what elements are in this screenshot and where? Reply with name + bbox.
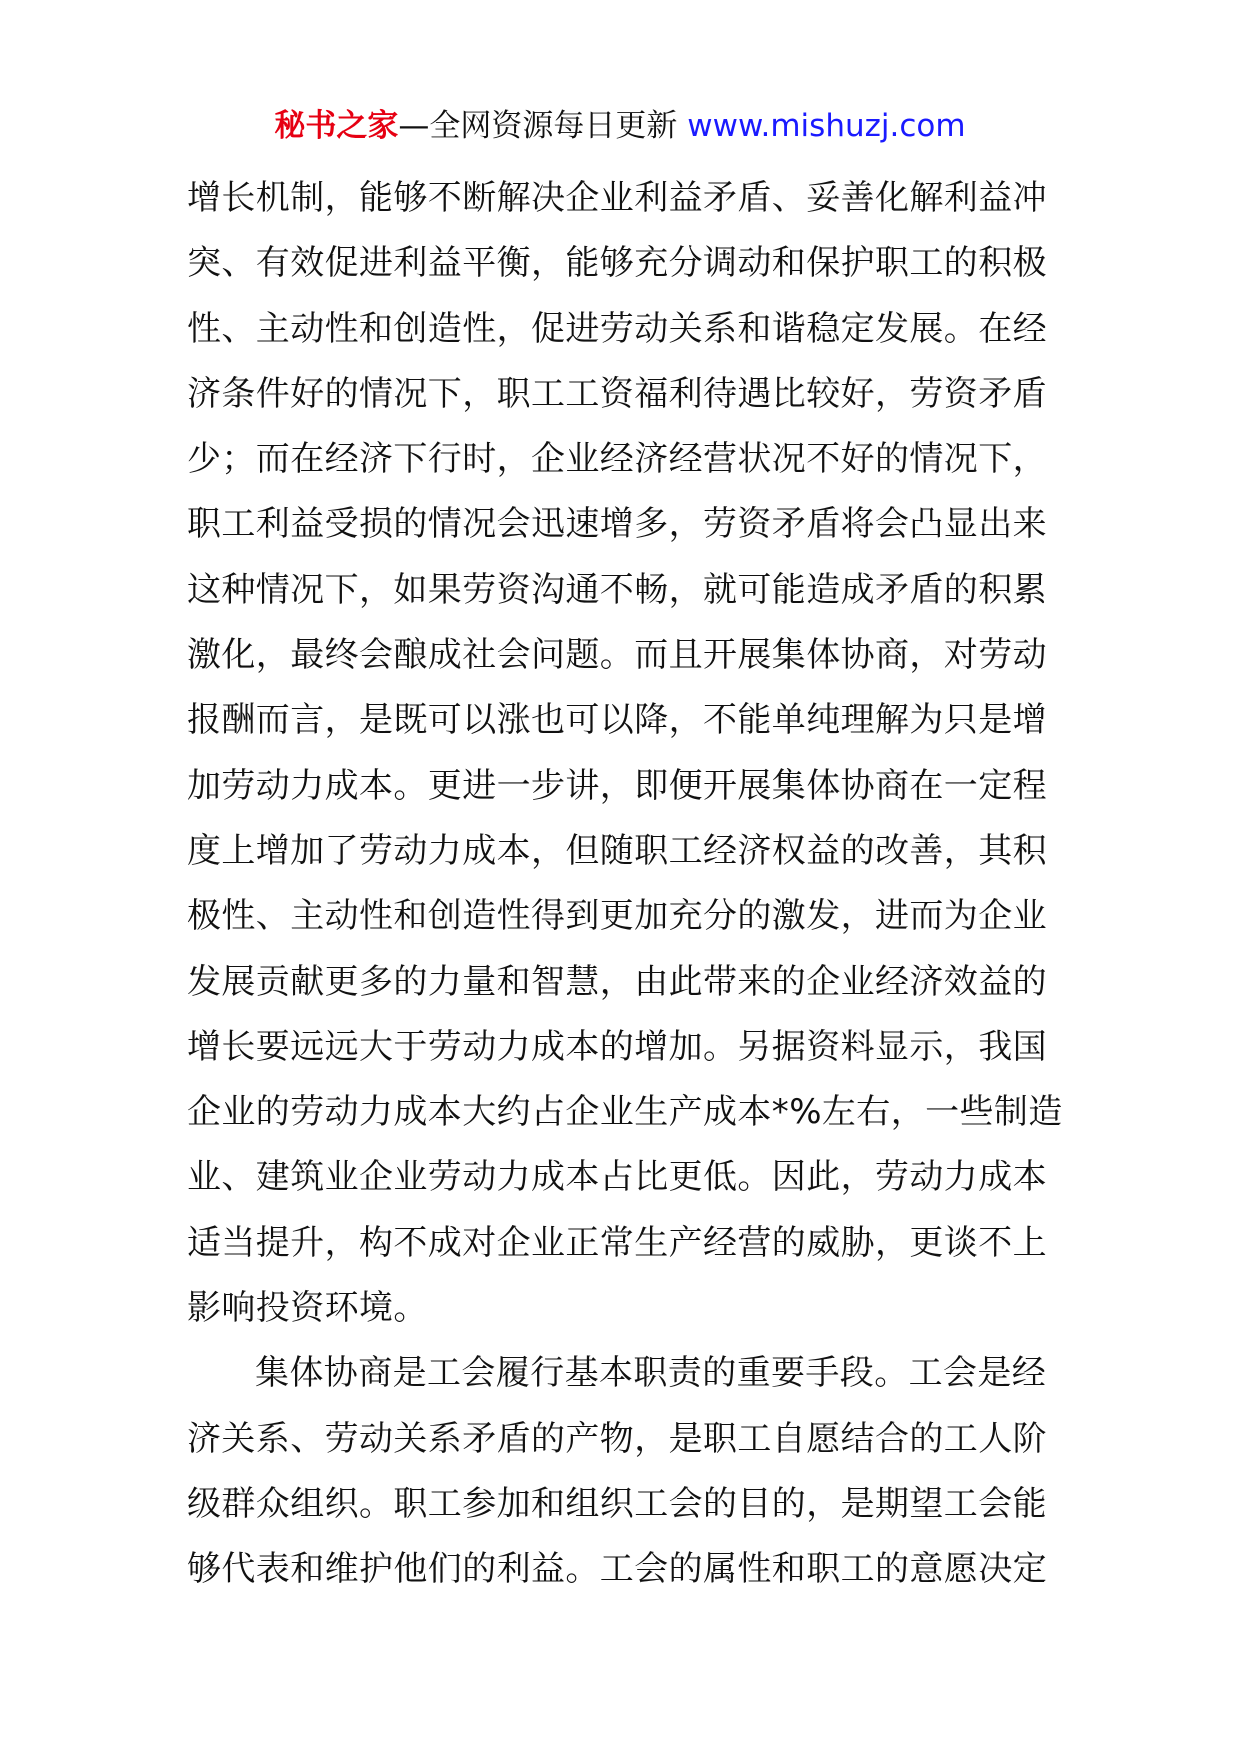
header-url-link[interactable]: www.mishuzj.com [687,108,966,144]
text-line: 极性、主动性和创造性得到更加充分的激发，进而为企业 [187,896,1047,937]
text-line: 职工利益受损的情况会迅速增多，劳资矛盾将会凸显出来 [187,504,1047,545]
text-line: 企业的劳动力成本大约占企业生产成本*%左右，一些制造 [187,1092,1063,1133]
paragraph-2 [187,1341,1053,1602]
text-line: 增长要远远大于劳动力成本的增加。另据资料显示，我国 [187,1026,1047,1067]
header-slogan: —全网资源每日更新 [398,108,688,144]
text-line: 突、有效促进利益平衡，能够充分调动和保护职工的积极 [187,243,1047,284]
text-line: 济条件好的情况下，职工工资福利待遇比较好，劳资矛盾 [187,373,1047,414]
text-line: 少；而在经济下行时，企业经济经营状况不好的情况下， [187,439,1047,480]
text-line: 这种情况下，如果劳资沟通不畅，就可能造成矛盾的积累 [187,569,1047,610]
text-line: 发展贡献更多的力量和智慧，由此带来的企业经济效益的 [187,961,1047,1002]
text-line: 业、建筑业企业劳动力成本占比更低。因此，劳动力成本 [187,1157,1047,1198]
text-line: 度上增加了劳动力成本，但随职工经济权益的改善，其积 [187,830,1047,871]
body-text [187,166,1063,1603]
text-line: 够代表和维护他们的利益。工会的属性和职工的意愿决定 [187,1549,1047,1590]
text-line: 加劳动力成本。更进一步讲，即便开展集体协商在一定程 [187,765,1047,806]
text-line: 适当提升，构不成对企业正常生产经营的威胁，更谈不上 [187,1222,1047,1263]
header-brand: 秘书之家 [274,108,399,144]
text-line: 报酬而言，是既可以涨也可以降，不能单纯理解为只是增 [187,700,1047,741]
text-line: 性、主动性和创造性，促进劳动关系和谐稳定发展。在经 [187,308,1047,349]
text-line: 济关系、劳动关系矛盾的产物，是职工自愿结合的工人阶 [187,1418,1047,1459]
paragraph-1 [187,166,1063,1341]
text-line: 激化，最终会酿成社会问题。而且开展集体协商，对劳动 [187,635,1047,676]
page-header [0,104,1240,148]
text-line: 影响投资环境。 [187,1288,428,1329]
text-line: 增长机制，能够不断解决企业利益矛盾、妥善化解利益冲 [187,178,1047,218]
text-line: 集体协商是工会履行基本职责的重要手段。工会是经 [255,1353,1047,1394]
text-line: 级群众组织。职工参加和组织工会的目的，是期望工会能 [187,1483,1047,1524]
